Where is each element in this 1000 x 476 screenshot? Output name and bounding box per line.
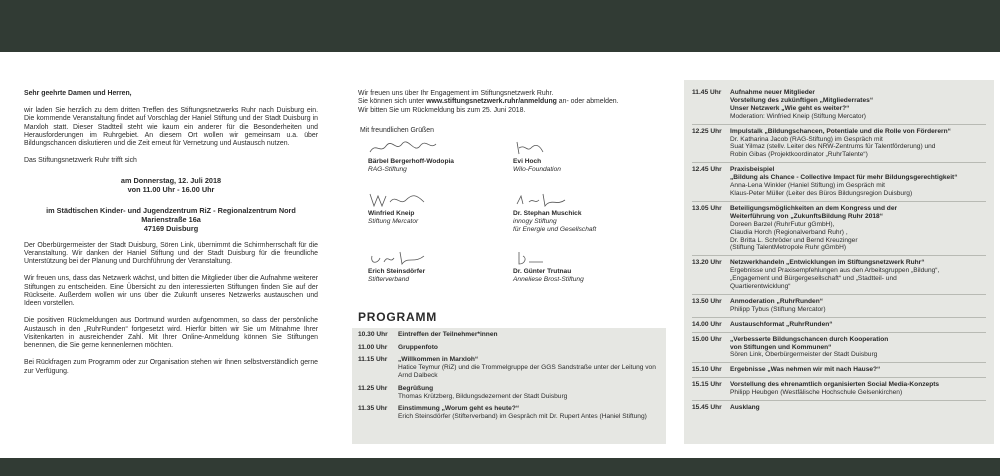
programm-afternoon: [684, 80, 994, 444]
engagement-line: Wir freuen uns über Ihr Engagement im Stiftungsnetzwerk Ruhr.: [358, 90, 554, 97]
programm-detail: Moderation: Winfried Kneip (Stiftung Mercator): [730, 112, 866, 120]
signatory-name: Bärbel Bergerhoff-Wodopia: [368, 158, 454, 165]
event-venue: im Städtischen Kinder- und Jugendzentrum RiZ - Regionalzentrum Nord: [46, 206, 296, 216]
event-street: Marienstraße 16a: [141, 215, 201, 225]
programm-time: 14.00 Uhr: [692, 320, 722, 328]
programm-heading: Vorstellung des ehrenamtlich organisierten Social Media-Konzepts: [730, 381, 940, 389]
signatory: [513, 138, 653, 174]
invitation-letter: [24, 90, 318, 384]
programm-row: [692, 125, 986, 164]
event-venue-block: [24, 206, 318, 234]
signature-image: [513, 138, 653, 158]
programm-row: [358, 331, 660, 339]
programm-title: PROGRAMM: [358, 310, 438, 324]
signatory-org: RAG-Stiftung: [368, 166, 407, 173]
programm-time: 13.05 Uhr: [692, 204, 722, 212]
programm-row: [692, 333, 986, 364]
letter-paragraph: Die positiven Rückmeldungen aus Dortmund wurden aufgenommen, so dass der persönliche Austausch in den „RuhrRunden“ fortgesetzt wird. Hierfür bitten wir Sie um Mitnahme Ihrer Visitenkarten in ausreichender Zahl. Mit Ihrer Online-Anmeldung können Sie Stiftungen benennen, die Sie gerne kennenlernen möchten.: [24, 317, 318, 350]
signatory-name: Erich Steinsdörfer: [368, 268, 426, 275]
deadline-line: Wir bitten Sie um Rückmeldung bis zum 25. Juni 2018.: [358, 106, 526, 114]
programm-heading: „Verbesserte Bildungschancen durch Kooperation von Stiftungen und Kommunen“: [730, 335, 889, 351]
programm-detail: Doreen Barzel (RuhrFutur gGmbH), Claudia Horch (Regionalverband Ruhr) , Dr. Britta L. Schröder und Bernd Kreuzinger (Stiftung TalentMetropole Ruhr gGmbH): [730, 220, 858, 252]
programm-row: [692, 318, 986, 333]
programm-row: [692, 256, 986, 295]
signature-image: [368, 190, 508, 210]
programm-row: [358, 356, 660, 380]
signatory-name: Dr. Günter Trutnau: [513, 268, 572, 275]
letter-paragraph: wir laden Sie herzlich zu dem dritten Treffen des Stiftungsnetzwerks Ruhr nach Duisburg ein. Die kommende Veranstaltung findet auf Vorschlag der Haniel Stiftung und der Stadt Duisburg in Marxloh statt. Dieser Stadtteil steht wie kaum ein anderer für die Besonderheiten und Herausforderungen im Ruhrgebiet. An diesem Ort wollen wir gemeinsam u.a. über Bildungschancen diskutieren und die Zeit erneut für Vernetzung und Austausch nutzen.: [24, 106, 318, 148]
letter-paragraph: Das Stiftungsnetzwerk Ruhr trifft sich: [24, 157, 137, 165]
programm-detail: Anna-Lena Winkler (Haniel Stiftung) im Gespräch mit Klaus-Peter Müller (Leiter des Büros Bildungsregion Duisburg): [730, 182, 913, 197]
salutation: Sehr geehrte Damen und Herren,: [24, 90, 132, 97]
programm-time: 13.50 Uhr: [692, 297, 722, 305]
programm-row: [692, 363, 986, 378]
programm-heading: Ergebnisse „Was nehmen wir mit nach Hause?“: [730, 366, 881, 374]
programm-row: [692, 295, 986, 318]
programm-heading: Gruppenfoto: [398, 343, 438, 351]
programm-detail: Ergebnisse und Praxisempfehlungen aus den Arbeitsgruppen „Bildung“, „Engagement und Bürgergesellschaft“ und „Stadtteil- und Quartierentwicklung“: [730, 267, 940, 291]
programm-time: 15.10 Uhr: [692, 366, 722, 374]
registration-info: [358, 90, 668, 115]
programm-row: [692, 163, 986, 202]
programm-time: 11.15 Uhr: [358, 356, 388, 363]
programm-row: [358, 344, 660, 352]
signature-image: [368, 138, 508, 158]
event-date-block: [24, 176, 318, 194]
signatory-org: Stiftung Mercator: [368, 218, 419, 225]
signatory-name: Dr. Stephan Muschick: [513, 210, 582, 217]
programm-heading: „Willkommen in Marxloh“: [398, 356, 479, 363]
programm-detail: Philipp Tybus (Stiftung Mercator): [730, 305, 826, 313]
registration-and-signatures: [358, 90, 668, 283]
letter-paragraph: Bei Rückfragen zum Programm oder zur Organisation stehen wir Ihnen selbstverständlich gerne zur Verfügung.: [24, 359, 318, 375]
event-date: am Donnerstag, 12. Juli 2018: [120, 175, 222, 185]
programm-time: 15.45 Uhr: [692, 404, 722, 412]
programm-detail: Dr. Katharina Jacob (RAG-Stiftung) im Gespräch mit Suat Yilmaz (stellv. Leiter des NRW-Zentrums für Talentförderung) und Robin Gibas (Projektkoordinator „RuhrTalente“): [730, 135, 936, 159]
registration-link[interactable]: www.stiftungsnetzwerk.ruhr/anmeldung: [426, 98, 557, 106]
programm-heading: Eintreffen der Teilnehmer*innen: [398, 331, 498, 338]
event-city: 47169 Duisburg: [143, 224, 199, 234]
signatory: [368, 248, 508, 284]
letter-paragraph: Wir freuen uns, dass das Netzwerk wächst, und bitten die Mitglieder über die Aufnahme weiterer Stiftungen zu entscheiden. Eine Übersicht zu den interessierten Stiftungen finden Sie auf der Rückseite. Außerdem wollen wir uns über die Zukunft unseres Netzwerks austauschen und Ideen vorstellen.: [24, 275, 318, 308]
programm-time: 13.20 Uhr: [692, 259, 722, 267]
programm-detail: Sören Link, Oberbürgermeister der Stadt Duisburg: [730, 351, 878, 359]
programm-heading: Beteiligungsmöglichkeiten an dem Kongress und der Weiterführung von „ZukunftsBildung Ruhr 2018“: [730, 204, 898, 220]
programm-row: [358, 385, 660, 401]
programm-time: 12.45 Uhr: [692, 166, 722, 174]
bottom-band: [0, 458, 1000, 476]
greeting: Mit freundlichen Grüßen: [360, 127, 434, 135]
signatory-org: innogy Stiftung für Energie und Gesellschaft: [513, 218, 597, 233]
programm-heading: Einstimmung „Worum geht es heute?“: [398, 405, 520, 412]
programm-heading: Praxisbeispiel „Bildung als Chance - Collective Impact für mehr Bildungsgerechtigkeit“: [730, 166, 958, 182]
signatory: [513, 248, 653, 284]
programm-time: 15.15 Uhr: [692, 381, 722, 389]
programm-time: 11.25 Uhr: [358, 384, 388, 392]
programm-row: [692, 401, 986, 415]
signatory-name: Winfried Kneip: [368, 210, 415, 217]
signatory-org: Stifterverband: [368, 276, 410, 283]
signature-image: [368, 248, 508, 268]
letter-paragraph: Der Oberbürgermeister der Stadt Duisburg, Sören Link, übernimmt die Schirmherrschaft für die Veranstaltung. Wir danken der Haniel Stiftung und der Stadt Duisburg für die freundliche Unterstützung bei der Planung und Durchführung der Veranstaltung.: [24, 241, 318, 266]
signatory: [368, 190, 508, 226]
top-band: [0, 0, 1000, 52]
event-time: von 11.00 Uhr - 16.00 Uhr: [127, 184, 215, 194]
programm-heading: Aufnahme neuer Mitglieder Vorstellung des zukünftigen „Mitgliederrates“ Unser Netzwerk „Wie geht es weiter?“: [730, 89, 874, 112]
programm-row: [692, 378, 986, 401]
programm-detail: Erich Steinsdörfer (Stifterverband) im Gespräch mit Dr. Rupert Antes (Haniel Stiftung): [398, 413, 647, 420]
signatory-org: Anneliese Brost-Stiftung: [513, 276, 584, 283]
programm-detail: Thomas Krützberg, Bildungsdezernent der Stadt Duisburg: [398, 392, 568, 400]
programm-row: [692, 202, 986, 256]
register-line: Sie können sich unter www.stiftungsnetzwerk.ruhr/anmeldung an- oder abmelden.: [358, 98, 619, 106]
programm-detail: Hatice Teymur (RiZ) und die Trommelgruppe der GGS Sandstraße unter der Leitung von Arnd Dalbeck: [398, 364, 656, 379]
signature-grid: [368, 138, 658, 293]
programm-time: 11.35 Uhr: [358, 405, 388, 412]
programm-time: 15.00 Uhr: [692, 335, 722, 343]
programm-morning: [352, 328, 666, 444]
programm-heading: Begrüßung: [398, 384, 434, 392]
programm-row: [358, 405, 660, 421]
signatory-name: Evi Hoch: [513, 158, 542, 165]
signatory: [513, 190, 653, 234]
programm-time: 11.00 Uhr: [358, 343, 388, 351]
programm-time: 11.45 Uhr: [692, 89, 722, 96]
programm-time: 10.30 Uhr: [358, 331, 388, 338]
programm-heading: Ausklang: [730, 404, 760, 412]
signature-image: [513, 190, 653, 210]
programm-heading: Anmoderation „RuhrRunden“: [730, 297, 824, 305]
programm-row: [692, 86, 986, 125]
programm-heading: Impulstalk „Bildungschancen, Potentiale und die Rolle von Förderern“: [730, 127, 951, 135]
programm-time: 12.25 Uhr: [692, 127, 722, 135]
programm-heading: Netzwerkhandeln „Entwicklungen im Stiftungsnetzwerk Ruhr“: [730, 259, 925, 267]
programm-heading: Austauschformat „RuhrRunden“: [730, 320, 833, 328]
signatory-org: Wilo-Foundation: [513, 166, 561, 173]
signature-image: [513, 248, 653, 268]
programm-detail: Philipp Heubgen (Westfälische Hochschule Gelsenkirchen): [730, 389, 903, 397]
signatory: [368, 138, 508, 174]
